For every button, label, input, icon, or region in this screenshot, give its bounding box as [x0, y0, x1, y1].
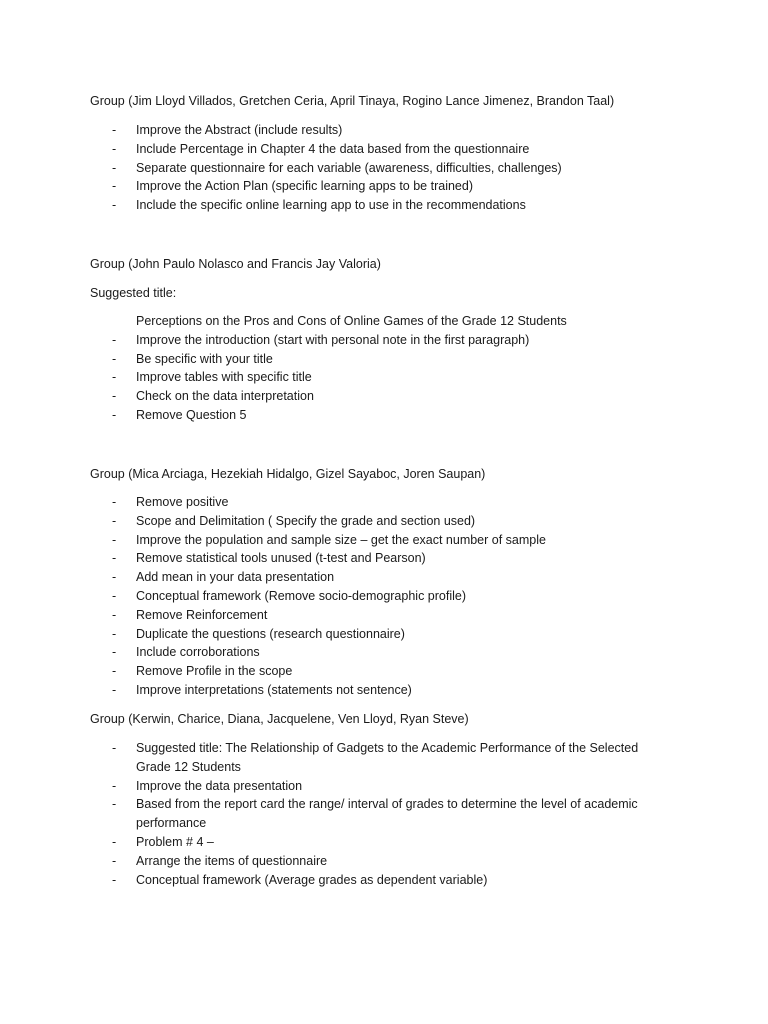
list-item: - Conceptual framework (Remove socio-demographic profile): [0, 587, 768, 606]
bullet-dash: -: [112, 198, 117, 213]
bullet-dash: -: [112, 407, 117, 422]
bullet-dash: -: [112, 682, 117, 697]
list-item: - Improve tables with specific title: [0, 368, 768, 387]
list-item: - Improve interpretations (statements not sentence): [0, 681, 768, 700]
bullet-dash: -: [112, 551, 117, 566]
bullet-dash: -: [112, 351, 117, 366]
list-item: - Conceptual framework (Average grades as dependent variable): [0, 871, 768, 890]
bullet-dash: -: [112, 332, 117, 347]
list-item: - Be specific with your title: [0, 350, 768, 369]
bullet-dash: -: [112, 588, 117, 603]
suggested-title-label: Suggested title:: [90, 286, 177, 300]
bullet-dash: -: [112, 741, 117, 755]
list-item: - Suggested title: The Relationship of Gadgets to the Academic Performance of the Selected Grade 12 Students: [112, 741, 639, 774]
list-item: - Check on the data interpretation: [0, 387, 768, 406]
list-item: - Improve the introduction (start with personal note in the first paragraph): [0, 331, 768, 350]
suggested-title-line: Perceptions on the Pros and Cons of Online Games of the Grade 12 Students: [136, 314, 567, 328]
bullet-dash: -: [112, 123, 117, 137]
bullet-dash: -: [112, 853, 117, 868]
list-item: - Arrange the items of questionnaire: [0, 852, 768, 871]
bullet-dash: -: [112, 645, 117, 660]
list-item: - Remove Reinforcement: [0, 606, 768, 625]
bullet-dash: -: [112, 778, 117, 793]
list-item: - Duplicate the questions (research questionnaire): [0, 625, 768, 644]
list-item: - Include Percentage in Chapter 4 the data based from the questionnaire: [0, 140, 768, 159]
bullet-dash: -: [112, 370, 117, 385]
bullet-dash: -: [112, 797, 117, 812]
bullet-dash: -: [112, 872, 117, 887]
bullet-dash: -: [112, 532, 117, 547]
bullet-dash: -: [112, 664, 117, 679]
bullet-dash: -: [112, 141, 117, 156]
list-item: - Include the specific online learning app to use in the recommendations: [0, 196, 768, 215]
group-1-heading: Group (Jim Lloyd Villados, Gretchen Ceria, April Tinaya, Rogino Lance Jimenez, Brandon Taal): [90, 94, 615, 108]
group-2-list: [0, 312, 768, 425]
bullet-dash: -: [112, 626, 117, 641]
group-1-list: [0, 121, 768, 215]
bullet-dash: -: [112, 570, 117, 585]
bullet-dash: -: [112, 179, 117, 194]
list-item: - Problem # 4 –: [0, 833, 768, 852]
bullet-dash: -: [112, 834, 117, 849]
list-item: - Remove statistical tools unused (t-test and Pearson): [0, 549, 768, 568]
list-item: - Remove Profile in the scope: [0, 662, 768, 681]
bullet-dash: -: [112, 495, 117, 509]
bullet-dash: -: [112, 389, 117, 404]
list-item: - Separate questionnaire for each variable (awareness, difficulties, challenges): [0, 159, 768, 178]
list-item: - Remove Question 5: [0, 406, 768, 425]
list-item: - Improve the data presentation: [0, 777, 768, 796]
list-item: - Improve the population and sample size – get the exact number of sample: [0, 531, 768, 550]
group-2-heading: Group (John Paulo Nolasco and Francis Jay Valoria): [90, 257, 381, 271]
bullet-dash: -: [112, 513, 117, 528]
list-item: - Improve the Action Plan (specific learning apps to be trained): [0, 177, 768, 196]
list-item: - Include corroborations: [0, 643, 768, 662]
group-4-list: [0, 739, 768, 889]
bullet-dash: -: [112, 607, 117, 622]
list-item: - Add mean in your data presentation: [0, 568, 768, 587]
group-4-heading: Group (Kerwin, Charice, Diana, Jacquelene, Ven Lloyd, Ryan Steve): [90, 712, 469, 726]
group-3-list: [0, 493, 768, 700]
list-item: - Remove positive: [0, 493, 768, 512]
list-item: - Based from the report card the range/ interval of grades to determine the level of academic performance: [112, 797, 638, 831]
group-3-heading: Group (Mica Arciaga, Hezekiah Hidalgo, Gizel Sayaboc, Joren Saupan): [90, 467, 486, 481]
list-item: - Scope and Delimitation ( Specify the grade and section used): [0, 512, 768, 531]
bullet-dash: -: [112, 160, 117, 175]
list-item: - Improve the Abstract (include results): [0, 121, 768, 140]
